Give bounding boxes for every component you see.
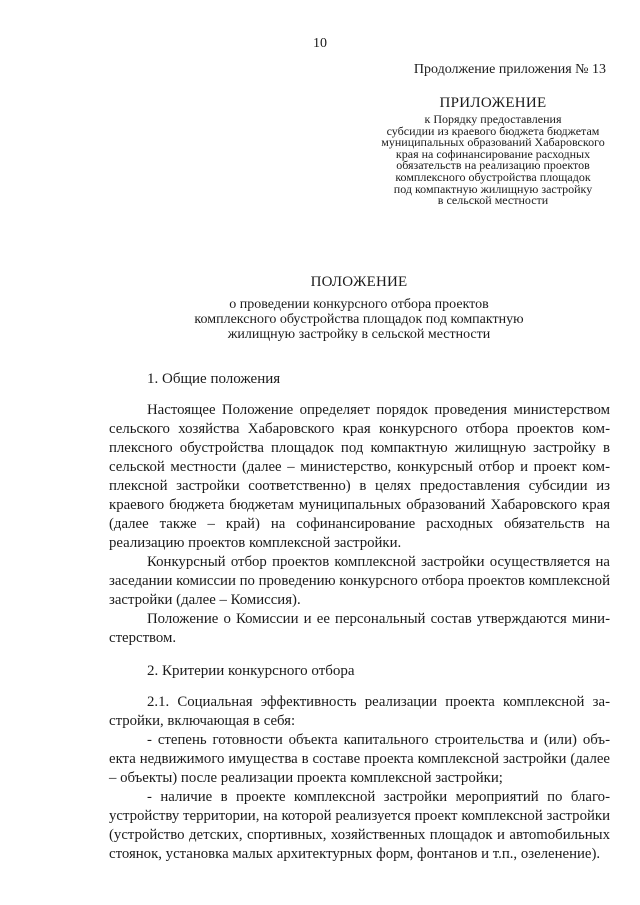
document-body (109, 370, 610, 864)
section-heading-general: 1. Общие положения (147, 371, 281, 387)
document-subtitle-line: комплексного обустройства площадок под компактную (194, 312, 524, 327)
appendix-line: комплексного обустройства площадок (395, 169, 591, 184)
appendix-block (357, 94, 629, 207)
spacer (109, 389, 610, 401)
continuation-note: Продолжение приложения № 13 (413, 62, 606, 77)
appendix-line: под компактную жилищную застройку (393, 181, 593, 196)
document-title-block (0, 273, 640, 342)
appendix-line: субсидии из краевого бюджета бюджетам (386, 123, 600, 138)
appendix-heading: ПРИЛОЖЕНИЕ (439, 95, 547, 111)
paragraph: 2.1. Социальная эффективность реализации проекта комплексной застройки, включающая в себя: (109, 694, 610, 729)
paragraph: Конкурсный отбор проектов комплексной застройки осуществляется на заседании комиссии по проведению конкурсного отбора проектов комплексной застройки (далее – Комиссия). (109, 554, 610, 608)
paragraph: Настоящее Положение определяет порядок проведения министерством сельского хозяйства Хабаровского края конкурсного отбора проектов комплексного обустройства площадок под компактную жилищную застройку в сельской местности (далее – министерство, конкурсный отбор и проект комплексной застройки соответственно) в целях предоставления субсидии из краевого бюджета бюджетам муниципальных образований Хабаровского края (далее также – край) на софинансирование расходных обязательств на реализацию проектов комплексной застройки. (109, 402, 610, 551)
document-subtitle-line: о проведении конкурсного отбора проектов (229, 297, 489, 312)
appendix-line: муниципальных образований Хабаровского (381, 135, 605, 150)
appendix-line: обязательств на реализацию проектов (396, 158, 590, 173)
appendix-line: края на софинансирование расходных (395, 146, 591, 161)
appendix-line: в сельской местности (437, 193, 549, 208)
section-heading-criteria: 2. Критерии конкурсного отбора (147, 663, 355, 679)
appendix-line: к Порядку предоставления (424, 112, 562, 126)
document-title: ПОЛОЖЕНИЕ (310, 274, 408, 290)
page-number: 10 (313, 36, 327, 51)
paragraph: Положение о Комиссии и ее персональный состав утверждаются министерством. (109, 611, 610, 646)
spacer (109, 681, 610, 693)
list-item: - степень готовности объекта капитального строительства и (или) объекта недвижимого имущества в составе проекта комплексной застройки (далее – объекты) после реализации проекта комплексной застройки; (109, 732, 610, 786)
spacer (109, 648, 610, 662)
document-subtitle-line: жилищную застройку в сельской местности (227, 327, 491, 342)
list-item: - наличие в проекте комплексной застройки мероприятий по благоустройству территории, на которой реализуется проект комплексной застройки (устройство детских, спортивных, хозяйственных площадок и автоmобильных стоянок, установка малых архитектурных форм, фонтанов и т.п., озеленение). (109, 789, 610, 862)
